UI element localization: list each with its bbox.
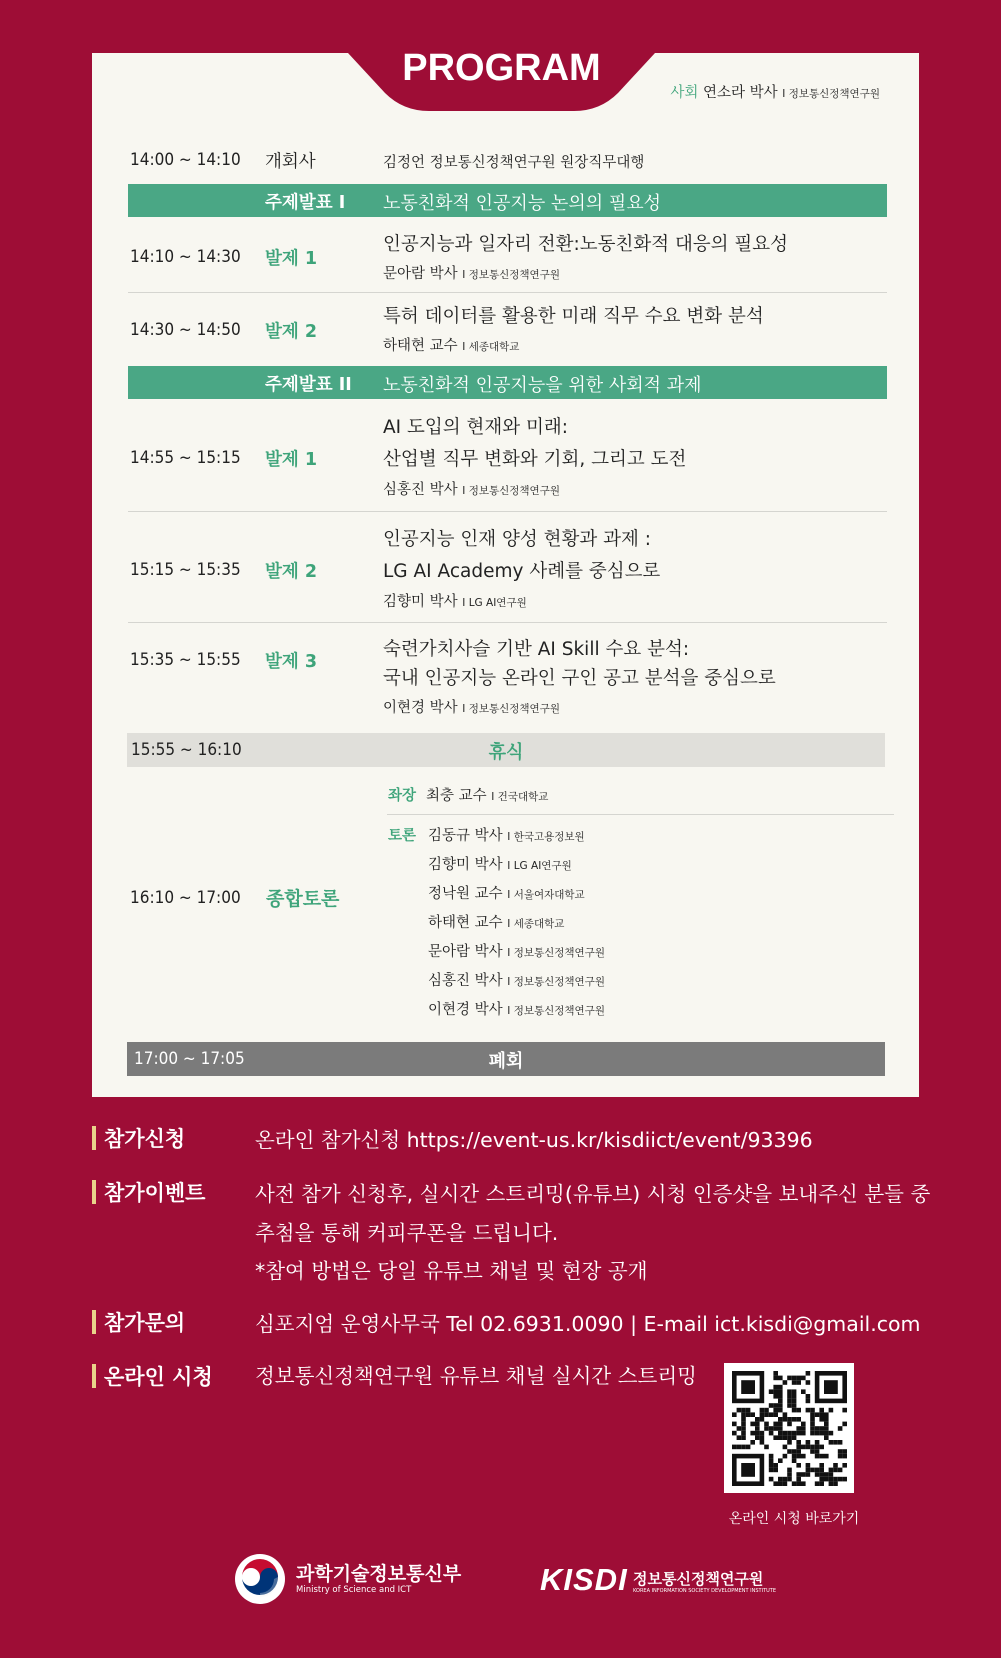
chair-name: 최충 교수 xyxy=(426,788,487,804)
panelist-affiliation: I 세종대학교 xyxy=(507,918,565,930)
talk-title: 인공지능과 일자리 전환:노동친화적 대응의 필요성 xyxy=(383,234,789,255)
talk-title-line1: AI 도입의 현재와 미래: xyxy=(383,417,568,438)
session2-title: 노동친화적 인공지능을 위한 사회적 과제 xyxy=(383,375,702,396)
msit-name-ko: 과학기술정보통신부 xyxy=(296,1563,462,1585)
moderator xyxy=(670,81,880,102)
time: 15:35 ~ 15:55 xyxy=(130,650,241,670)
speaker-affiliation: I 정보통신정책연구원 xyxy=(462,703,560,715)
time: 14:00 ~ 14:10 xyxy=(130,150,241,170)
talk-label: 발제 1 xyxy=(265,249,318,269)
speaker xyxy=(383,696,560,717)
moderator-affiliation: I 정보통신정책연구원 xyxy=(782,88,880,100)
talk-row xyxy=(128,298,887,358)
kisdi-name-en: KOREA INFORMATION SOCIETY DEVELOPMENT INSTITUTE xyxy=(633,1588,777,1594)
contact-text: 심포지엄 운영사무국 Tel 02.6931.0090 | E-mail ict.kisdi@gmail.com xyxy=(255,1312,921,1336)
panelist-affiliation: I 서울여자대학교 xyxy=(507,889,585,901)
session1-label: 주제발표 I xyxy=(265,193,346,213)
speaker-name: 문아람 박사 xyxy=(383,266,458,282)
speaker xyxy=(383,334,519,355)
panelist-affiliation: I 한국고용정보원 xyxy=(507,831,585,843)
talk-title-line1: 인공지능 인재 양성 현황과 과제 : xyxy=(383,529,651,550)
panelist-name: 이현경 박사 xyxy=(428,1002,503,1018)
panelist-name: 정낙원 교수 xyxy=(428,886,503,902)
session1-title: 노동친화적 인공지능 논의의 필요성 xyxy=(383,193,661,214)
time: 14:10 ~ 14:30 xyxy=(130,247,241,267)
break-bar xyxy=(127,733,885,767)
contact-label-text: 참가문의 xyxy=(104,1311,186,1335)
panelist xyxy=(428,853,572,874)
event-text-line3: *참여 방법은 당일 유튜브 채널 및 현장 공개 xyxy=(255,1259,648,1283)
online-label xyxy=(92,1361,213,1391)
qr-caption: 온라인 시청 바로가기 xyxy=(728,1511,860,1527)
closing-bar xyxy=(127,1042,885,1076)
divider xyxy=(128,292,887,293)
kisdi-mark: KISDI xyxy=(540,1562,628,1597)
label-bar xyxy=(92,1310,96,1334)
speaker-name: 심홍진 박사 xyxy=(383,482,458,498)
talk-row xyxy=(128,524,887,614)
contact-label xyxy=(92,1307,185,1337)
session1-bar xyxy=(128,184,887,217)
event-text-line2: 추첨을 통해 커피쿠폰을 드립니다. xyxy=(255,1221,559,1245)
event-label-text: 참가이벤트 xyxy=(104,1181,206,1205)
opening-text: 김정언 정보통신정책연구원 원장직무대행 xyxy=(383,155,645,171)
panel-row xyxy=(128,780,887,1030)
kisdi-logo xyxy=(540,1562,780,1602)
event-label xyxy=(92,1177,205,1207)
talk-row xyxy=(128,634,887,724)
talk-title-line2: LG AI Academy 사례를 중심으로 xyxy=(383,561,661,582)
label-bar xyxy=(92,1126,96,1150)
speaker xyxy=(383,262,560,283)
opening-row xyxy=(128,148,887,174)
time: 15:15 ~ 15:35 xyxy=(130,560,241,580)
time: 14:30 ~ 14:50 xyxy=(130,320,241,340)
event-text-line1: 사전 참가 신청후, 실시간 스트리밍(유튜브) 시청 인증샷을 보내주신 분들 중 xyxy=(255,1182,931,1206)
online-label-text: 온라인 시청 xyxy=(104,1365,213,1389)
discussant-tag: 토론 xyxy=(388,828,417,844)
panelist-affiliation: I LG AI연구원 xyxy=(507,860,572,872)
panelist-name: 김향미 박사 xyxy=(428,857,503,873)
apply-link[interactable]: 온라인 참가신청 https://event-us.kr/kisdiict/event/93396 xyxy=(255,1128,813,1152)
talk-row xyxy=(128,412,887,502)
talk-label: 발제 2 xyxy=(265,322,318,342)
time: 16:10 ~ 17:00 xyxy=(130,888,241,908)
time: 14:55 ~ 15:15 xyxy=(130,448,241,468)
panelist xyxy=(428,940,605,961)
panelist-affiliation: I 정보통신정책연구원 xyxy=(507,976,605,988)
break-label: 휴식 xyxy=(488,742,524,763)
time: 15:55 ~ 16:10 xyxy=(131,740,242,760)
chair-affiliation: I 건국대학교 xyxy=(491,791,549,803)
moderator-name: 연소라 박사 xyxy=(703,85,778,101)
talk-row xyxy=(128,226,887,286)
panelist xyxy=(428,824,585,845)
speaker xyxy=(383,478,560,499)
panelist xyxy=(428,882,585,903)
talk-title-line2: 국내 인공지능 온라인 구인 공고 분석을 중심으로 xyxy=(383,668,776,689)
online-text: 정보통신정책연구원 유튜브 채널 실시간 스트리밍 xyxy=(255,1364,697,1388)
session2-bar xyxy=(128,366,887,399)
panelist xyxy=(428,911,564,932)
panelist xyxy=(428,969,605,990)
chair-tag: 좌장 xyxy=(388,788,417,804)
program-title: PROGRAM xyxy=(402,47,601,89)
panelist xyxy=(428,998,605,1019)
speaker-name: 이현경 박사 xyxy=(383,700,458,716)
talk-title: 특허 데이터를 활용한 미래 직무 수요 변화 분석 xyxy=(383,306,764,327)
speaker-name: 하태현 교수 xyxy=(383,338,458,354)
session2-label: 주제발표 II xyxy=(265,375,352,395)
panelist-affiliation: I 정보통신정책연구원 xyxy=(507,947,605,959)
moderator-role: 사회 xyxy=(670,85,699,101)
closing-label: 폐회 xyxy=(488,1051,524,1072)
chair xyxy=(426,784,548,805)
speaker-name: 김향미 박사 xyxy=(383,594,458,610)
talk-label: 발제 1 xyxy=(265,450,318,470)
label-bar xyxy=(92,1180,96,1204)
divider xyxy=(128,511,887,512)
speaker-affiliation: I LG AI연구원 xyxy=(462,597,527,609)
apply-label-text: 참가신청 xyxy=(104,1127,186,1151)
panelist-affiliation: I 정보통신정책연구원 xyxy=(507,1005,605,1017)
divider xyxy=(128,622,887,623)
time: 17:00 ~ 17:05 xyxy=(134,1049,245,1069)
speaker-affiliation: I 정보통신정책연구원 xyxy=(462,269,560,281)
kisdi-name-ko: 정보통신정책연구원 xyxy=(633,1570,764,1588)
talk-title-line2: 산업별 직무 변화와 기회, 그리고 도전 xyxy=(383,449,687,470)
speaker-affiliation: I 정보통신정책연구원 xyxy=(462,485,560,497)
panelist-name: 문아람 박사 xyxy=(428,944,503,960)
msit-name-en: Ministry of Science and ICT xyxy=(296,1585,412,1595)
panelist-name: 하태현 교수 xyxy=(428,915,503,931)
speaker xyxy=(383,590,527,611)
talk-label: 발제 3 xyxy=(265,652,318,672)
apply-label xyxy=(92,1123,185,1153)
speaker-affiliation: I 세종대학교 xyxy=(462,341,520,353)
talk-label: 발제 2 xyxy=(265,562,318,582)
qr-code[interactable] xyxy=(724,1363,854,1493)
talk-title-line1: 숙련가치사슬 기반 AI Skill 수요 분석: xyxy=(383,639,690,660)
divider xyxy=(387,814,894,815)
label-bar xyxy=(92,1364,96,1388)
panelist-name: 김동규 박사 xyxy=(428,828,503,844)
msit-logo xyxy=(234,1553,494,1605)
session-label: 개회사 xyxy=(265,152,316,172)
panel-label: 종합토론 xyxy=(266,888,340,910)
panelist-name: 심홍진 박사 xyxy=(428,973,503,989)
